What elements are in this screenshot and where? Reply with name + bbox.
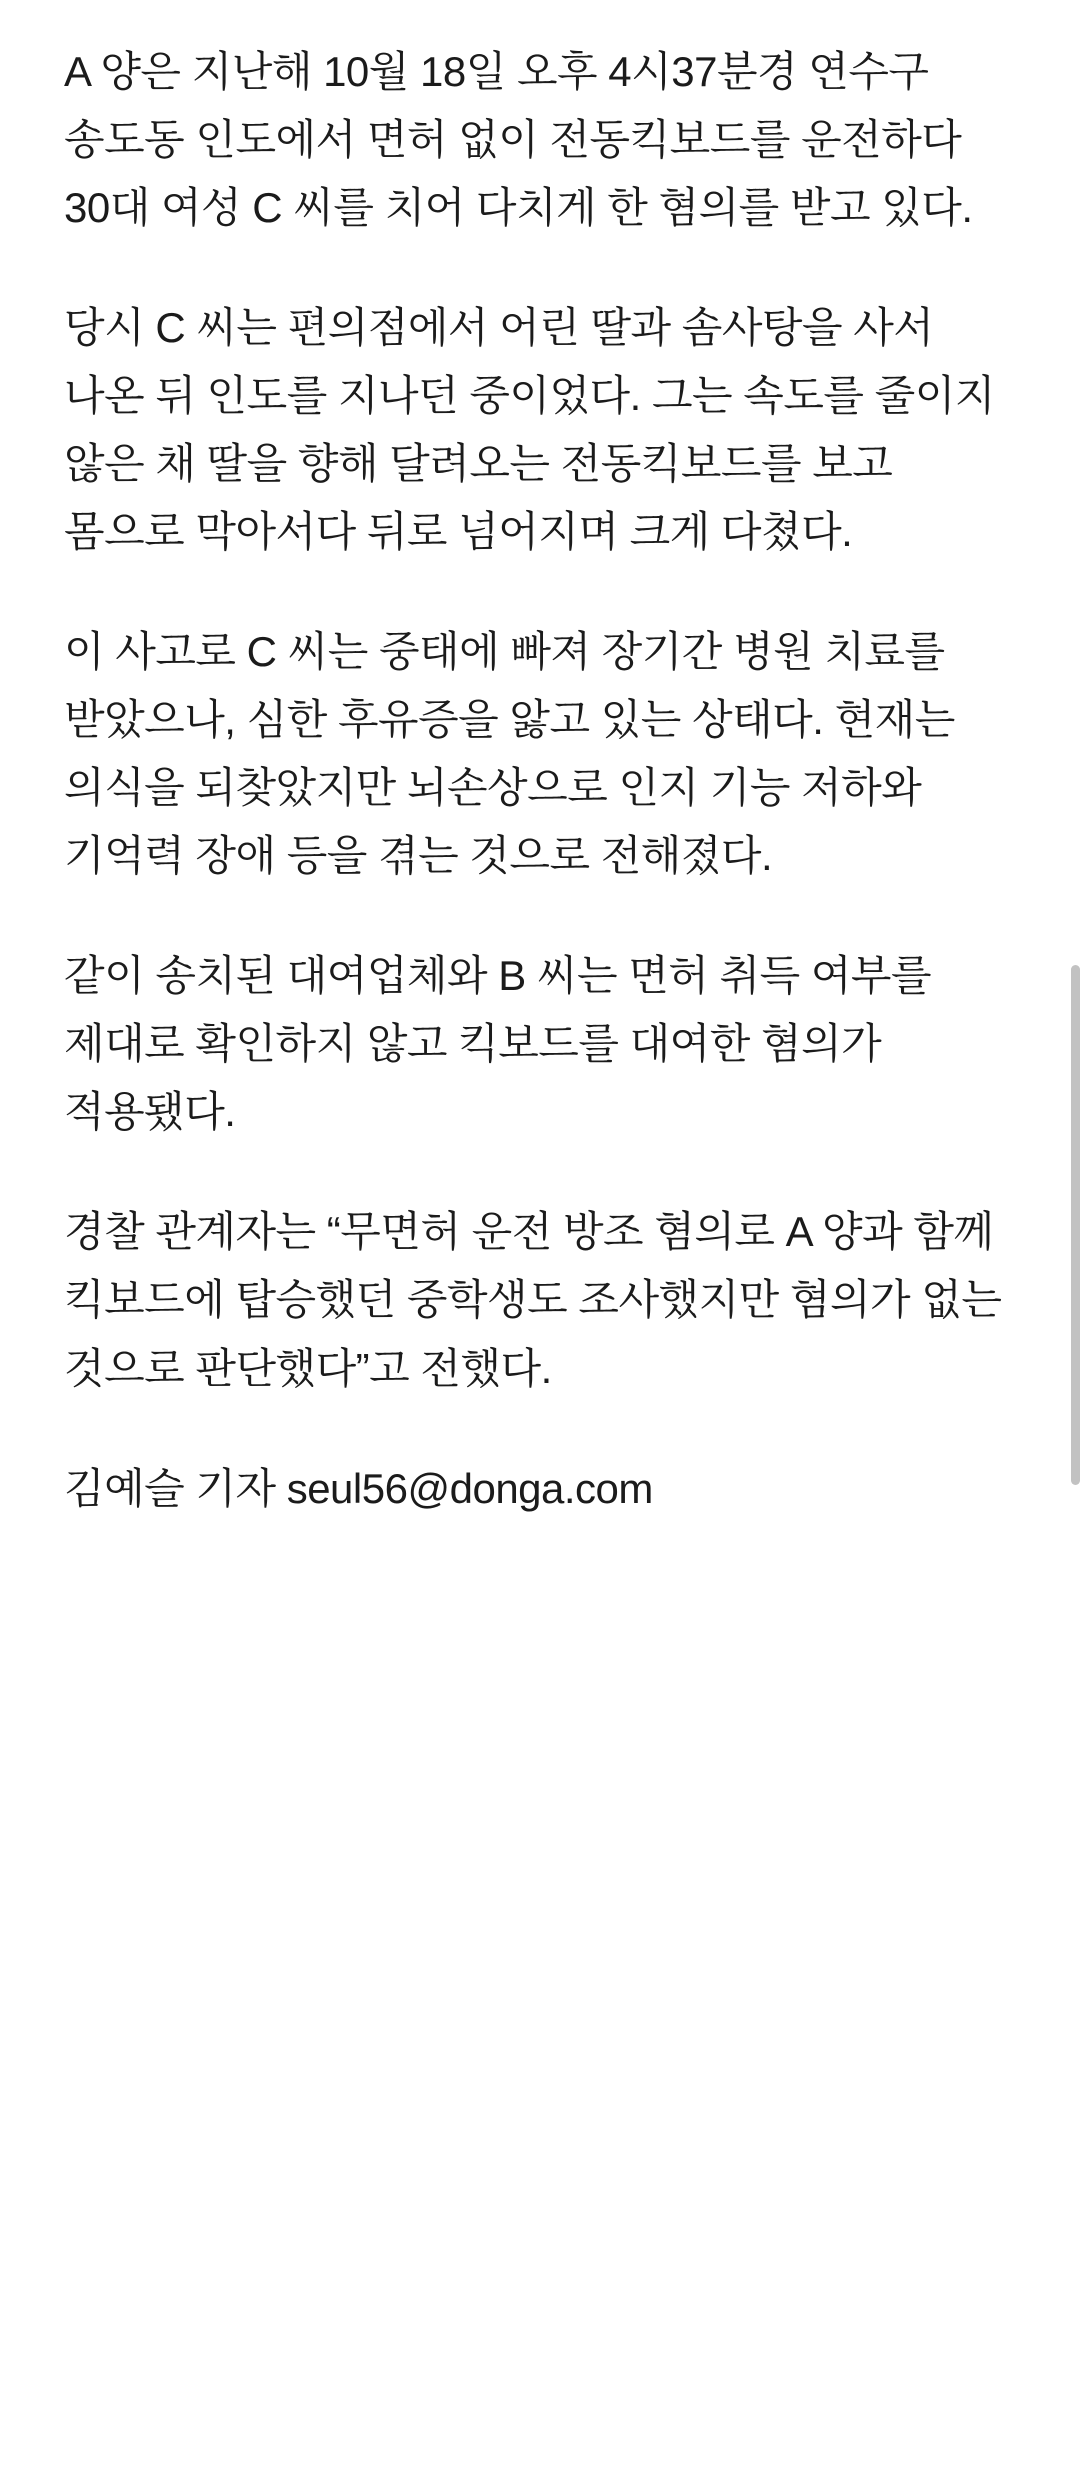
article-byline: 김예슬 기자 seul56@donga.com [64,1464,653,1512]
article-paragraph: A 양은 지난해 10월 18일 오후 4시37분경 연수구 송도동 인도에서 면허 없이 전동킥보드를 운전하다 30대 여성 C 씨를 치어 다치게 한 혐의를 받고 있다. [64,48,973,232]
article-paragraph: 경찰 관계자는 “무면허 운전 방조 혐의로 A 양과 함께 킥보드에 탑승했던 중학생도 조사했지만 혐의가 없는 것으로 판단했다”고 전했다. [64,1208,1013,1392]
scrollbar-thumb[interactable] [1071,965,1080,1485]
article-paragraph: 같이 송치된 대여업체와 B 씨는 면허 취득 여부를 제대로 확인하지 않고 킥보드를 대여한 혐의가 적용됐다. [64,952,943,1136]
article-paragraph: 이 사고로 C 씨는 중태에 빠져 장기간 병원 치료를 받았으나, 심한 후유증을 앓고 있는 상태다. 현재는 의식을 되찾았지만 뇌손상으로 인지 기능 저하와 기억력 장애 등을 겪는 것으로 전해졌다. [64,628,966,880]
scrollbar[interactable] [1070,0,1080,2470]
article-paragraph: 당시 C 씨는 편의점에서 어린 딸과 솜사탕을 사서 나온 뒤 인도를 지나던 중이었다. 그는 속도를 줄이지 않은 채 딸을 향해 달려오는 전동킥보드를 보고 몸으로 막아서다 뒤로 넘어지며 크게 다쳤다. [64,304,1007,556]
